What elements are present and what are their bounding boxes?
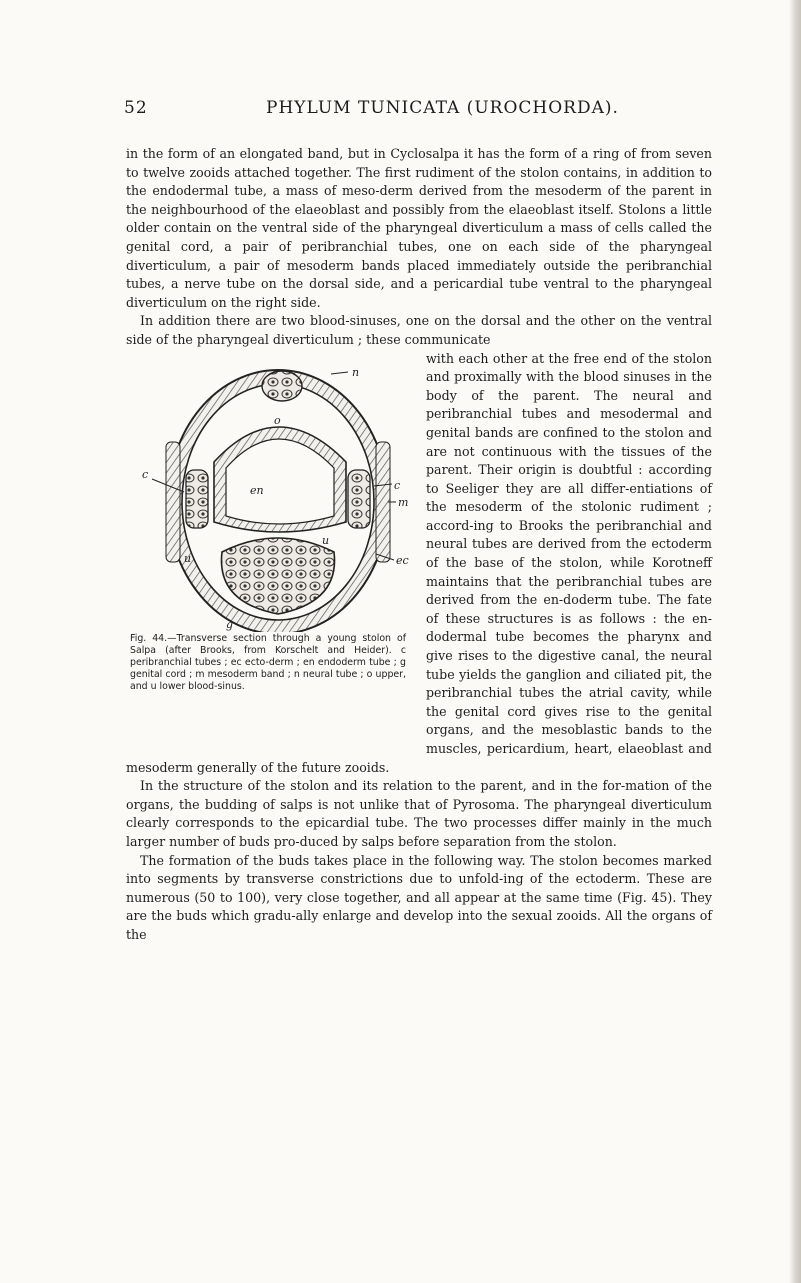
label-g: g: [226, 617, 234, 631]
paragraph-3: In the structure of the stolon and its relation to the parent, and in the for-mation of the organs, the budding of salps is not unlike that of Pyrosoma. The pharyngeal diverticulum clearly corresponds to the epicardial tube. The two processes differ mainly in the much larger number of buds pro-duced by salps before separation from the stolon.: [126, 778, 712, 849]
label-m: m: [398, 495, 409, 509]
paragraph-2a: In addition there are two blood-sinuses, one on the dorsal and the other on the ventral side of the pharyngeal diverticulum ; these communicate: [126, 313, 712, 347]
paragraph-4: The formation of the buds takes place in the following way. The stolon becomes marked into segments by transverse constrictions due to unfold-ing of the ectoderm. These are numerous (50 to 100), very close together, and all appear at the same time (Fig. 45). They are the buds which gradu-ally enlarge and develop into the sexual zooids. All the organs of the: [126, 852, 712, 942]
figure-44: [126, 352, 412, 752]
label-en: en: [250, 483, 264, 497]
label-c-left: c: [142, 467, 149, 481]
mesoderm-band-right: [376, 442, 390, 562]
neural-tube: [262, 371, 302, 401]
page-header: [124, 98, 714, 122]
stolon-section-illustration: [126, 352, 412, 632]
paragraph-1: in the form of an elongated band, but in Cyclosalpa it has the form of a ring of from seven to twelve zooids attached together. The first rudiment of the stolon contains, in addition to the endodermal tube, a mass of meso-derm derived from the mesoderm of the parent in the neighbourhood of the elaeoblast and possibly from the elaeoblast itself. Stolons a little older contain on the ventral side of the pharyngeal diverticulum a mass of cells called the genital cord, a pair of peribranchial tubes, one on each side of the pharyngeal diverticulum, a pair of mesoderm bands placed immediately outside the peribranchial tubes, a nerve tube on the dorsal side, and a pericardial tube ventral to the pharyngeal diverticulum on the right side.: [126, 146, 712, 310]
label-n: n: [352, 365, 360, 379]
figure-caption: Fig. 44.—Transverse section through a young stolon of Salpa (after Brooks, from Korschelt and Heider). c peribranchial tubes ; ec ecto-derm ; en endoderm tube ; g genital cord ; m mesoderm band ; n neural tube ; o upper, and u lower blood-sinus.: [130, 632, 406, 692]
page-number: 52: [124, 98, 148, 118]
paragraph-2b: with each other at the free end of the stolon and proximally with the blood sinuses in the body of the parent. The neural and peribranchial tubes and mesodermal and genital bands are confined to the stolon and are not continuous with the tissues of the parent. Their origin is doubtful : according to Seeliger they are all differ-entiations of the mesoderm of the stolonic rudiment ; accord-ing to Brooks the peribranchial and neural tubes are derived from the ectoderm of the base of the stolon, while Korotneff maintains that the peribranchial tubes are derived from the en-doderm tube. The fate of these structures is as follows : the en-dodermal tube becomes the pharynx and give rises to the digestive canal, the neural tube yields the ganglion and ciliated pit, the peribranchial tubes the atrial cavity, while the genital cord gives rise to the genital organs, and the mesoblastic bands to the muscles, pericardium, heart, elaeoblast and mesoderm generally of the future zooids.: [126, 350, 712, 775]
label-o: o: [274, 413, 281, 427]
label-u-left: u: [184, 551, 192, 565]
label-u-center: u: [322, 533, 330, 547]
page-edge-shadow: [789, 0, 801, 1283]
peribranchial-tube-right: [348, 470, 370, 528]
label-c-right: c: [394, 478, 401, 492]
peribranchial-tube-left: [186, 470, 208, 528]
body-text: [126, 145, 712, 945]
mesoderm-band-left: [166, 442, 180, 562]
label-ec: ec: [396, 553, 409, 567]
running-title: PHYLUM TUNICATA (UROCHORDA).: [266, 98, 619, 118]
